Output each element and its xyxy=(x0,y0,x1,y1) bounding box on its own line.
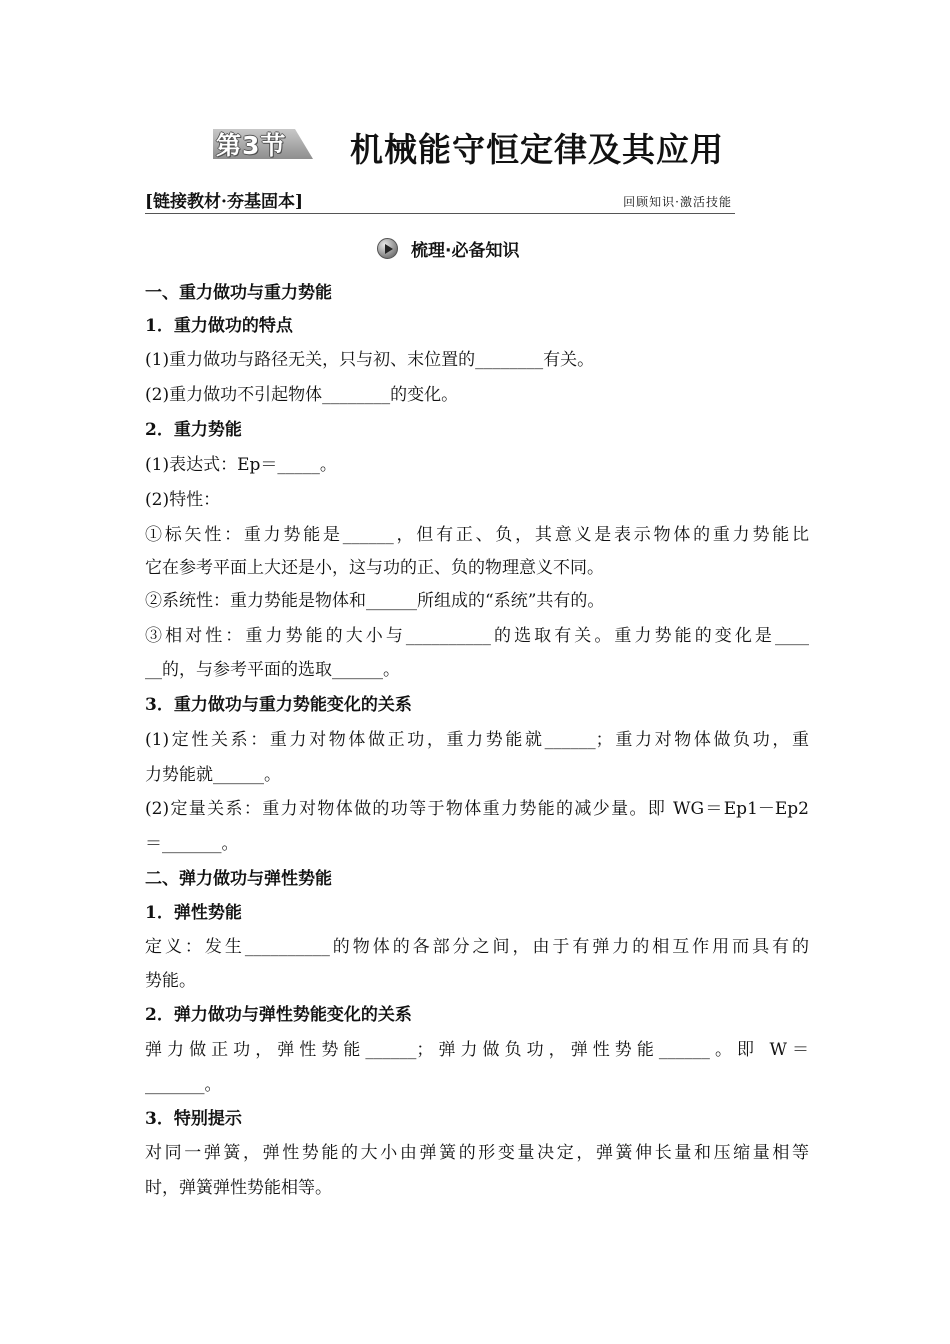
subheader-row xyxy=(145,187,735,215)
link-label: [链接教材·夯基固本] xyxy=(145,192,304,212)
title-row xyxy=(0,122,950,172)
text-line: __的，与参考平面的选取______。 xyxy=(145,660,400,680)
text-line: 时，弹簧弹性势能相等。 xyxy=(145,1178,332,1198)
heading-gravity-work: 一、重力做功与重力势能 xyxy=(145,283,332,303)
text-line: 对同一弹簧，弹性势能的大小由弹簧的形变量决定，弹簧伸长量和压缩量相等 xyxy=(145,1143,809,1163)
text-line: ＝_______。 xyxy=(145,834,239,854)
text-line: 定义：发生__________的物体的各部分之间，由于有弹力的相互作用而具有的 xyxy=(145,937,809,957)
subheading-special-note: 3．特别提示 xyxy=(145,1109,242,1129)
subheading-gravity-potential: 2．重力势能 xyxy=(145,420,242,440)
text-line: 势能。 xyxy=(145,971,196,991)
text-line: (2)重力做功不引起物体________的变化。 xyxy=(145,385,459,405)
text-line: (2)定量关系：重力对物体做的功等于物体重力势能的减少量。即 WG＝Ep1－Ep2 xyxy=(145,799,809,819)
text-line: ①标矢性：重力势能是______，但有正、负，其意义是表示物体的重力势能比 xyxy=(145,525,809,545)
text-line: ②系统性：重力势能是物体和______所组成的“系统”共有的。 xyxy=(145,591,605,611)
subheading-gravity-work-features: 1．重力做功的特点 xyxy=(145,316,293,336)
play-icon xyxy=(377,238,398,259)
text-line: 弹力做正功，弹性势能______；弹力做负功，弹性势能______。即 W＝ xyxy=(145,1040,809,1060)
subheading-work-energy-relation: 3．重力做功与重力势能变化的关系 xyxy=(145,695,412,715)
text-line: _______。 xyxy=(145,1075,222,1095)
subheading-elastic-potential: 1．弹性势能 xyxy=(145,903,242,923)
page-title: 机械能守恒定律及其应用 xyxy=(350,130,724,169)
text-line: ③相对性：重力势能的大小与__________的选取有关。重力势能的变化是____ xyxy=(145,626,809,646)
section-badge: 第3节 xyxy=(216,131,287,160)
text-line: (1)表达式：Ep＝_____。 xyxy=(145,455,337,475)
text-line: (1)定性关系：重力对物体做正功，重力势能就______；重力对物体做负功，重 xyxy=(145,730,809,750)
text-line: (1)重力做功与路径无关，只与初、末位置的________有关。 xyxy=(145,350,595,370)
review-label: 回顾知识·激活技能 xyxy=(623,195,732,209)
section-heading-text: 梳理·必备知识 xyxy=(411,241,520,261)
subheader-divider xyxy=(145,213,735,214)
text-line: 它在参考平面上大还是小，这与功的正、负的物理意义不同。 xyxy=(145,558,604,578)
heading-elastic-work: 二、弹力做功与弹性势能 xyxy=(145,869,332,889)
text-line: (2)特性： xyxy=(145,490,221,510)
subheading-elastic-relation: 2．弹力做功与弹性势能变化的关系 xyxy=(145,1005,412,1025)
text-line: 力势能就______。 xyxy=(145,765,281,785)
